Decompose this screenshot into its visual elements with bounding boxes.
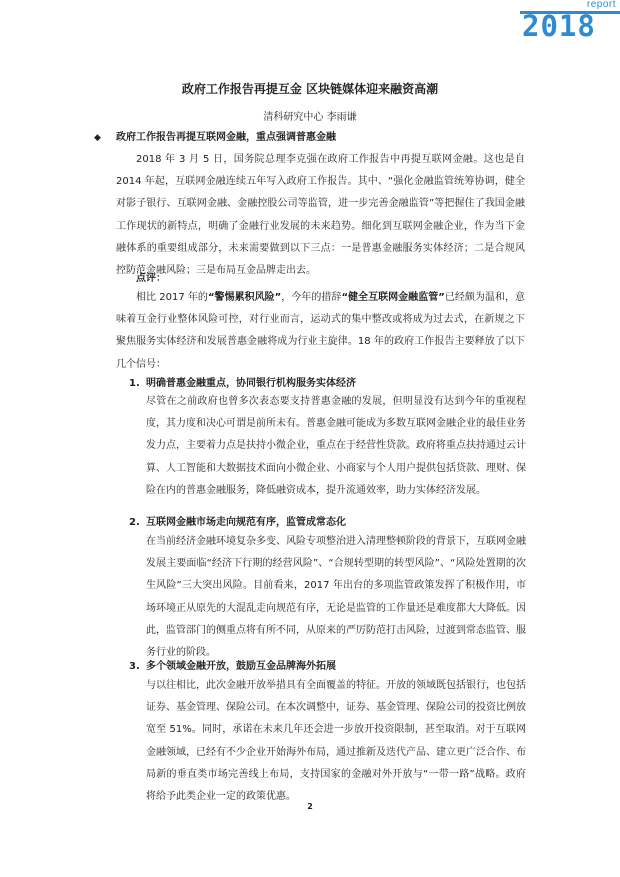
review-text-3: 已经颇为温和，意味着互金行业整体风险可控，对行业而言，运动式的集中整改或将成为过去式，在新规之下聚焦服务实体经济和发展普惠金融将成为行业主旋律。18 年的政府工作报告主要释放了以下几个信号： bbox=[116, 292, 525, 370]
section-paragraph: 2018 年 3 月 5 日，国务院总理李克强在政府工作报告中再提互联网金融。这也是自 2014 年起，互联网金融连续五年写入政府工作报告。其中、“强化金融监管统筹协调，健全对影子银行、互联网金融、金融控股公司等监管，进一步完善金融监管”等把握住了我国金融工作现状的新特点，明确了金融行业发展的未来趋势。细化到互联网金融企业，作为当下金融体系的重要组成部分，未来需要做到以下三点：一是普惠金融服务实体经济；二是合规风控防范金融风险；三是布局互金品牌走出去。 bbox=[116, 154, 525, 277]
document-title: 政府工作报告再提互金 区块链媒体迎来融资高潮 bbox=[181, 82, 439, 96]
author-line: 清科研究中心 李雨谦 bbox=[263, 112, 357, 123]
point-3-heading: 多个领域金融开放，鼓励互金品牌海外拓展 bbox=[146, 661, 336, 672]
review-quote-1: “警惕累积风险” bbox=[207, 292, 282, 303]
review-text-1: 相比 2017 年的 bbox=[136, 292, 208, 303]
point-2-body: 在当前经济金融环境复杂多变、风险专项整治进入清理整顿阶段的背景下，互联网金融发展主要面临“经济下行期的经营风险”、“合规转型期的转型风险”、“风险处置期的次生风险”三大突出风险。目前看来，2017 年出台的多项监管政策发挥了积极作用，市场环境正从原先的大混乱走向规范有序，无论是监管的工作量还是难度都大大降低。因此，监管部门的侧重点将有所不同，从原来的严厉防范打击风险，过渡到常态监管、服务行业的阶段。 bbox=[146, 536, 526, 659]
point-3-body: 与以往相比，此次金融开放举措具有全面覆盖的特征。开放的领域既包括银行，也包括证券、基金管理、保险公司。在本次调整中，证券、基金管理、保险公司的投资比例放宽至 51%。同时，承诺在未来几年还会进一步放开投资限制，甚至取消。对于互联网金融领域，已经有不少企业开始海外布局，通过推新及迭代产品、建立更广泛合作、布局新的垂直类市场完善线上布局，支持国家的金融对外开放与“一带一路”战略。政府将给予此类企业一定的政策优惠。 bbox=[146, 680, 526, 803]
review-paragraph bbox=[116, 287, 525, 376]
section-heading: 政府工作报告再提互联网金融，重点强调普惠金融 bbox=[116, 132, 336, 143]
logo-year: 2018 bbox=[522, 9, 596, 43]
review-quote-2: “健全互联网金融监管” bbox=[341, 292, 445, 303]
point-3-number: 3. bbox=[129, 661, 140, 672]
point-2-heading: 互联网金融市场走向规范有序，监管成常态化 bbox=[146, 517, 346, 528]
report-2018-logo bbox=[512, 0, 620, 44]
review-label: 点评： bbox=[136, 273, 166, 284]
point-2-number: 2. bbox=[129, 517, 140, 528]
page-number: 2 bbox=[307, 802, 313, 811]
point-1-number: 1. bbox=[129, 378, 140, 389]
logo-report-label: report bbox=[586, 0, 616, 10]
diamond-bullet-icon: ◆ bbox=[94, 133, 101, 143]
review-text-2: ，今年的措辞 bbox=[281, 292, 342, 303]
point-1-heading: 明确普惠金融重点，协同银行机构服务实体经济 bbox=[146, 378, 356, 389]
point-1-body: 尽管在之前政府也曾多次表态要支持普惠金融的发展，但明显没有达到今年的重视程度，其力度和决心可谓是前所未有。普惠金融可能成为多数互联网金融企业的最佳业务发力点，主要着力点是扶持小微企业，重点在于经营性贷款。政府将重点扶持通过云计算、人工智能和大数据技术面向小微企业、小商家与个人用户提供包括贷款、理财、保险在内的普惠金融服务，降低融资成本，提升流通效率，助力实体经济发展。 bbox=[146, 396, 526, 496]
